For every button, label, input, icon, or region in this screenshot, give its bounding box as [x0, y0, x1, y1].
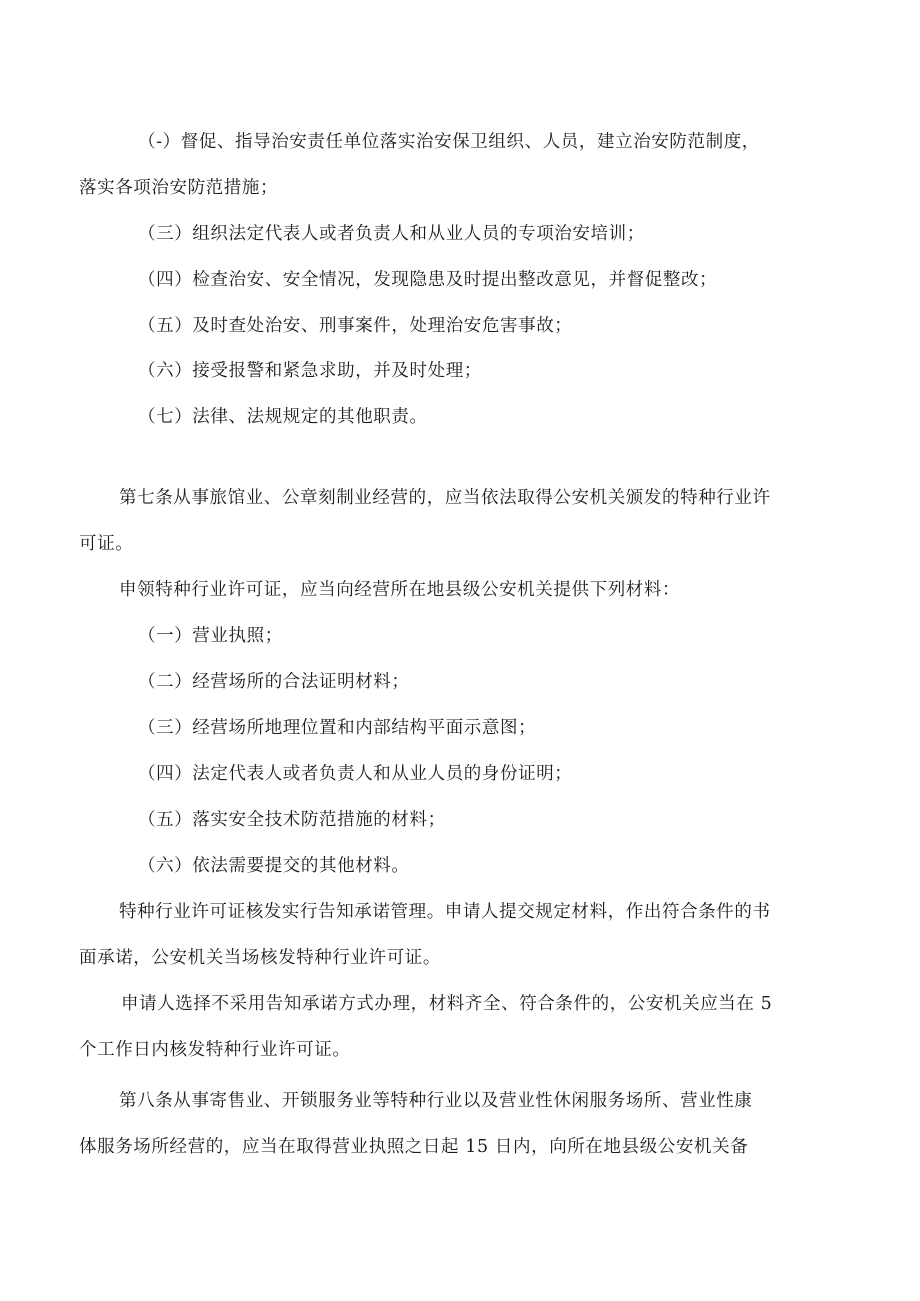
article-7-para-3-line-1: 特种行业许可证核发实行告知承诺管理。申请人提交规定材料，作出符合条件的书: [119, 902, 771, 922]
article-7-para-3-line-2: 面承诺，公安机关当场核发特种行业许可证。: [79, 948, 441, 968]
duty-item-2-line-1: （-）督促、指导治安责任单位落实治安保卫组织、人员，建立治安防范制度，: [138, 132, 760, 152]
material-item-5: （五）落实安全技术防范措施的材料；: [138, 810, 446, 830]
article-8-para-1-line-1: 第八条从事寄售业、开锁服务业等特种行业以及营业性休闲服务场所、营业性康: [119, 1091, 753, 1111]
material-item-3: （三）经营场所地理位置和内部结构平面示意图；: [138, 718, 537, 738]
duty-item-5: （五）及时查处治安、刑事案件，处理治安危害事故；: [138, 316, 573, 336]
material-item-2: （二）经营场所的合法证明材料；: [138, 672, 410, 692]
material-item-1: （一）营业执照；: [138, 626, 283, 646]
duty-item-6: （六）接受报警和紧急求助，并及时处理；: [138, 361, 482, 381]
material-item-6: （六）依法需要提交的其他材料。: [138, 856, 410, 876]
material-item-4: （四）法定代表人或者负责人和从业人员的身份证明；: [138, 764, 573, 784]
duty-item-2-line-2: 落实各项治安防范措施；: [79, 178, 279, 198]
article-7-para-2: 申领特种行业许可证，应当向经营所在地县级公安机关提供下列材料：: [119, 580, 681, 600]
article-7-para-4-line-1: 申请人选择不采用告知承诺方式办理，材料齐全、符合条件的，公安机关应当在 5: [121, 994, 773, 1014]
article-7-para-1-line-2: 可证。: [79, 534, 134, 554]
duty-item-3: （三）组织法定代表人或者负责人和从业人员的专项治安培训；: [138, 224, 645, 244]
duty-item-7: （七）法律、法规规定的其他职责。: [138, 407, 428, 427]
article-8-para-1-line-2: 体服务场所经营的，应当在取得营业执照之日起 15 日内，向所在地县级公安机关备: [79, 1137, 749, 1157]
duty-item-4: （四）检查治安、安全情况，发现隐患及时提出整改意见，并督促整改；: [138, 270, 718, 290]
article-7-para-1-line-1: 第七条从事旅馆业、公章刻制业经营的，应当依法取得公安机关颁发的特种行业许: [119, 488, 771, 508]
article-7-para-4-line-2: 个工作日内核发特种行业许可证。: [79, 1040, 351, 1060]
